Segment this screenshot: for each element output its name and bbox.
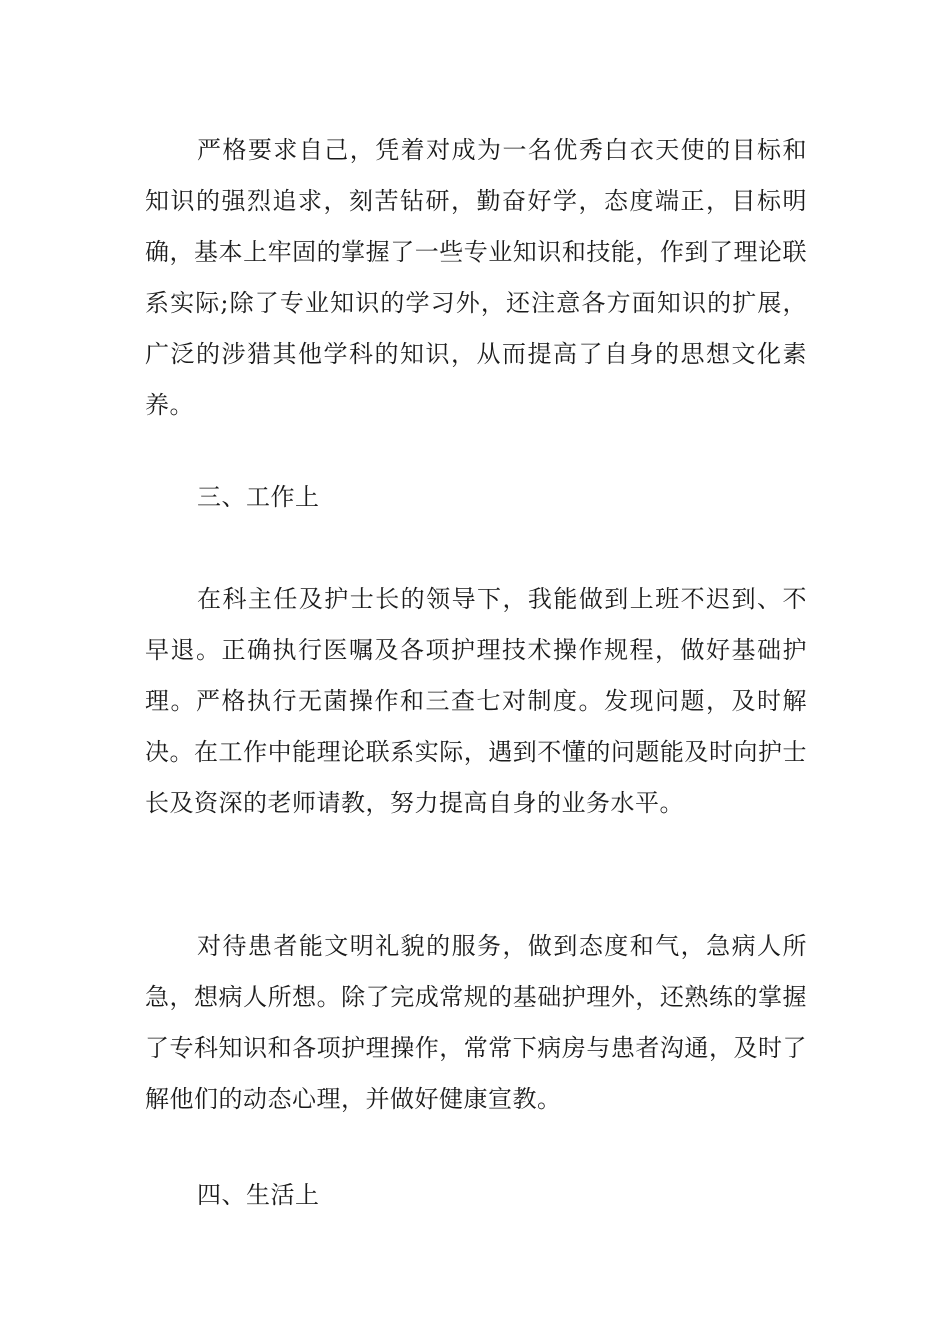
paragraph-study: 严格要求自己，凭着对成为一名优秀白衣天使的目标和知识的强烈追求，刻苦钻研，勤奋好学，态度端正，目标明确，基本上牢固的掌握了一些专业知识和技能，作到了理论联系实际;除了专业知识的学习外，还注意各方面知识的扩展，广泛的涉猎其他学科的知识，从而提高了自身的思想文化素养。 [145, 136, 807, 419]
paragraph-patient-care: 对待患者能文明礼貌的服务，做到态度和气，急病人所急，想病人所想。除了完成常规的基础护理外，还熟练的掌握了专科知识和各项护理操作，常常下病房与患者沟通，及时了解他们的动态心理，并做好健康宣教。 [145, 932, 807, 1113]
paragraph-work-duties: 在科主任及护士长的领导下，我能做到上班不迟到、不早退。正确执行医嘱及各项护理技术操作规程，做好基础护理。严格执行无菌操作和三查七对制度。发现问题，及时解决。在工作中能理论联系实际，遇到不懂的问题能及时向护士长及资深的老师请教，努力提高自身的业务水平。 [145, 585, 807, 817]
section-heading-work: 三、工作上 [197, 483, 320, 511]
section-heading-life: 四、生活上 [197, 1181, 320, 1209]
